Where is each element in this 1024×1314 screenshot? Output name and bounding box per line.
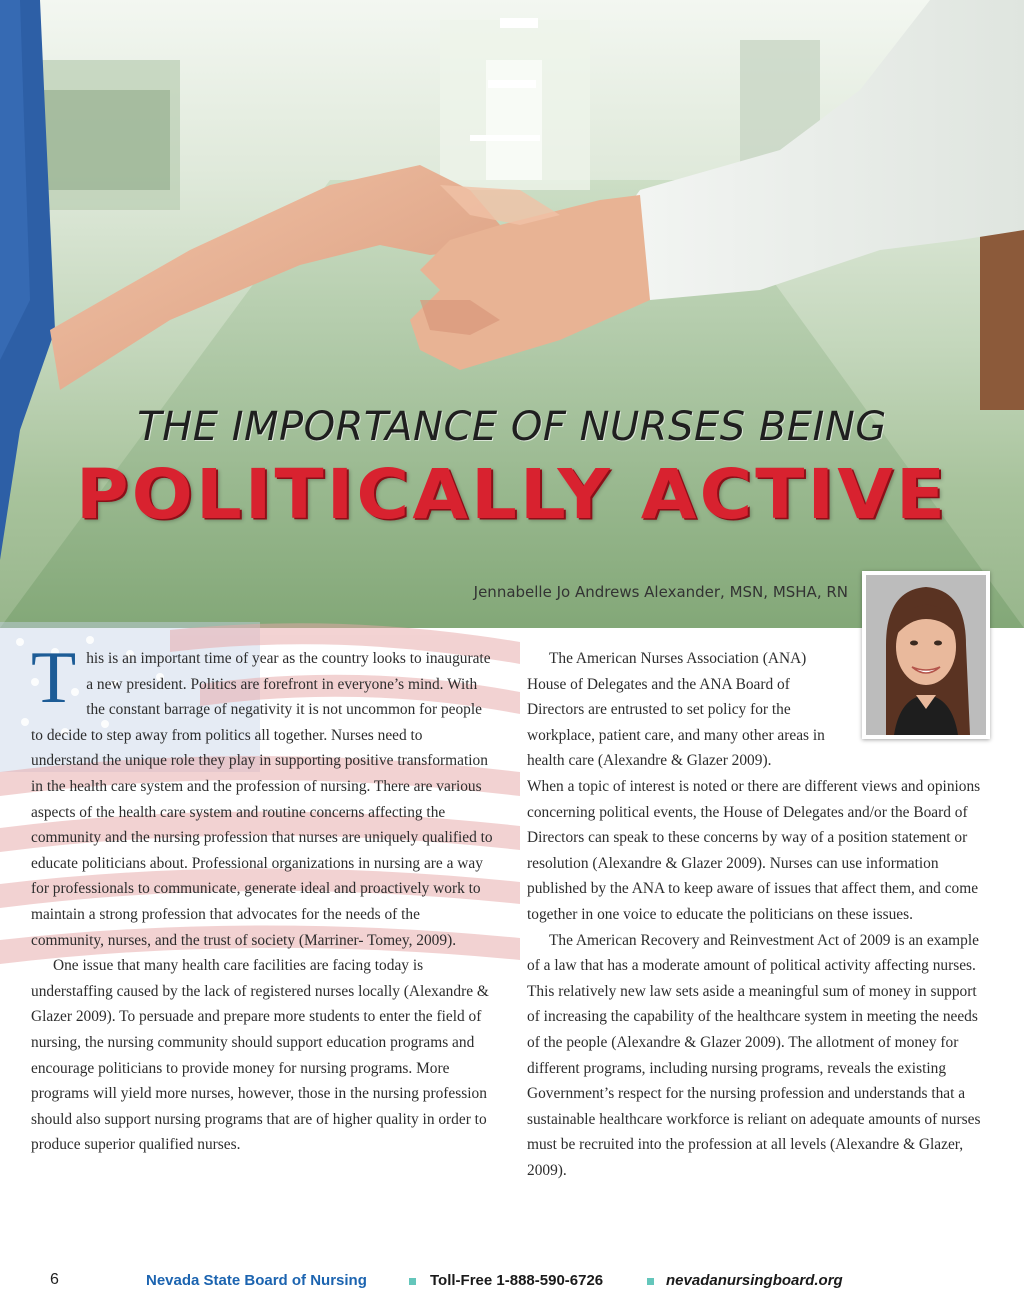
- square-bullet-icon: [647, 1278, 654, 1285]
- article-paragraph: The American Nurses Association (ANA) House of Delegates and the ANA Board of Directors are entrusted to set policy for the workplace, patient care, and many other areas in health care (Alexandre & Glazer 2009).: [527, 650, 825, 770]
- author-portrait-image: [866, 575, 986, 735]
- footer-organization: Nevada State Board of Nursing: [146, 1272, 367, 1289]
- page-footer: [0, 1268, 1024, 1296]
- article-paragraph: One issue that many health care facilities are facing today is understaffing caused by the lack of registered nurses locally (Alexandre & Glazer 2009). To persuade and prepare more students to enter the field of nursing, the nursing community should support education programs and encourage politicians to provide money for nursing programs. More programs will yield more nurses, however, those in the nursing profession should also support nursing programs that are of higher quality in order to produce superior qualified nurses.: [31, 957, 489, 1154]
- page-number: 6: [50, 1271, 59, 1288]
- drop-cap: T: [31, 637, 77, 719]
- article-paragraph: [31, 637, 493, 953]
- article-paragraph: The American Recovery and Reinvestment Act of 2009 is an example of a law that has a moderate amount of political activity affecting nurses. This relatively new law sets aside a meaningful sum of money in support of increasing the capability of the healthcare system in meeting the needs of the people (Alexandre & Glazer 2009). The allotment of money for different programs, including nursing programs, reveals the existing Government’s respect for the nursing profession and understands that a sustainable healthcare workforce is reliant on adequate amounts of nurses must be recruited into the profession at all levels (Alexandre & Glazer, 2009).: [527, 931, 981, 1179]
- title-line-2: POLITICALLY ACTIVE: [75, 454, 949, 534]
- hero-image: [0, 0, 1024, 628]
- square-bullet-icon: [409, 1278, 416, 1285]
- article-left-column: [31, 637, 493, 1158]
- footer-phone: Toll-Free 1-888-590-6726: [430, 1272, 604, 1289]
- article-paragraph: When a topic of interest is noted or there are different views and opinions concerning political events, the House of Delegates and/or the Board of Directors can speak to these concerns by way of a position statement or resolution (Alexandre & Glazer 2009). Nurses can use information published by the ANA to keep aware of issues that affect them, and come together in one voice to educate the politicians on these issues.: [527, 777, 981, 923]
- author-byline: Jennabelle Jo Andrews Alexander, MSN, MSHA, RN: [473, 583, 848, 601]
- title-line-1: THE IMPORTANCE OF NURSES BEING: [137, 404, 887, 450]
- footer-website-link[interactable]: nevadanursingboard.org: [666, 1272, 843, 1289]
- paragraph-text: his is an important time of year as the country looks to inaugurate a new president. Politics are forefront in everyone’s mind. With the constant barrage of negativity it is not uncommon for people to decide to step away from politics all together. Nurses need to understand the unique role they play in supporting positive transformation in the health care system and the profession of nursing. There are various aspects of the health care system and routine concerns affecting the community and the nursing profession that nurses are uniquely qualified to educate politicians about. Professional organizations in nursing are a way for professionals to communicate, generate ideal and proactively work to maintain a strong profession that advocates for the needs of the community, nurses, and the trust of society (Marriner- Tomey, 2009).: [31, 650, 493, 949]
- author-photo: [862, 571, 990, 739]
